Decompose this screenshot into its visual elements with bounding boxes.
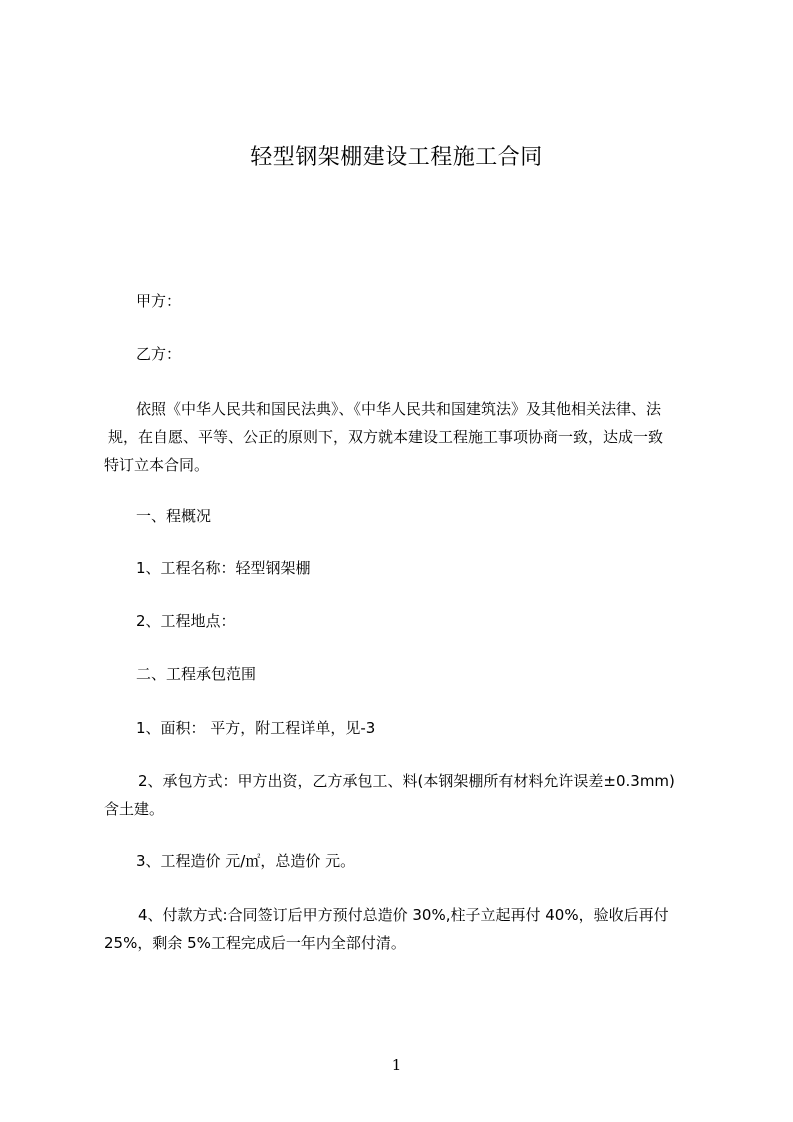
party-b-line: 乙方： xyxy=(136,345,182,363)
section-1-item-1: 1、工程名称：轻型钢架棚 xyxy=(136,559,311,577)
section-1-item-2: 2、工程地点： xyxy=(136,612,236,630)
section-2-item-1: 1、面积： 平方，附工程详单，见-3 xyxy=(136,719,376,737)
section-2-item-4-line-2: 25%，剩余 5%工程完成后一年内全部付清。 xyxy=(104,934,406,952)
section-2-item-2-line-1: 2、承包方式：甲方出资，乙方承包工、料(本钢架棚所有材料允许误差±0.3mm) xyxy=(138,772,675,790)
preamble-line-1: 依照《中华人民共和国民法典》、《中华人民共和国建筑法》及其他相关法律、法 xyxy=(136,400,662,418)
preamble-line-2: 规，在自愿、平等、公正的原则下，双方就本建设工程施工事项协商一致，达成一致 xyxy=(108,428,664,446)
section-1-heading: 一、程概况 xyxy=(136,507,212,525)
section-2-item-2-line-2: 含土建。 xyxy=(104,800,165,818)
party-a-line: 甲方： xyxy=(136,292,182,310)
section-2-heading: 二、工程承包范围 xyxy=(136,665,257,683)
preamble-line-3: 特订立本合同。 xyxy=(104,456,210,474)
section-2-item-3: 3、工程造价 元/㎡，总造价 元。 xyxy=(136,852,356,870)
page-number: 1 xyxy=(391,1056,402,1074)
section-2-item-4-line-1: 4、付款方式:合同签订后甲方预付总造价 30%,柱子立起再付 40%，验收后再付 xyxy=(138,906,669,924)
document-title: 轻型钢架棚建设工程施工合同 xyxy=(250,145,543,170)
